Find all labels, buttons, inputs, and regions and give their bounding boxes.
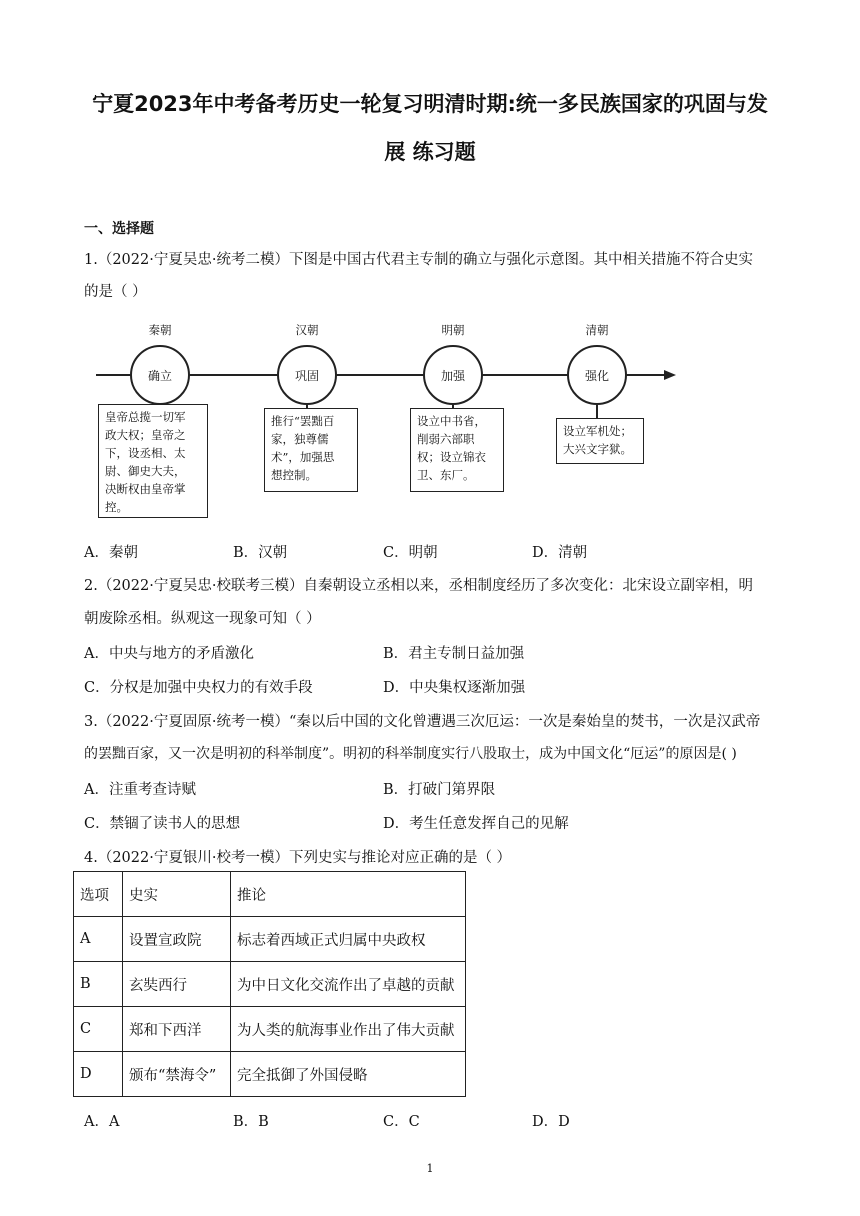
q2-option-d[interactable]: D．中央集权逐渐加强 xyxy=(383,680,526,696)
connector-qing xyxy=(596,405,598,419)
q3-option-a[interactable]: A．注重考查诗赋 xyxy=(84,782,196,798)
q1-option-b[interactable]: B．汉朝 xyxy=(233,545,288,561)
measure-text-line: 设立中书省， xyxy=(417,414,486,428)
q1-option-d[interactable]: D．清朝 xyxy=(532,545,588,561)
section-heading: 一、选择题 xyxy=(84,221,154,237)
table-cell: 颁布“禁海令” xyxy=(123,1052,231,1097)
table-row xyxy=(74,917,466,962)
q2-stem-line-1: 2.（2022·宁夏吴忠·校联考三模）自秦朝设立丞相以来，丞相制度经历了多次变化：北宋设立副宰相，明 xyxy=(84,578,753,594)
measure-text-line: 皇帝总揽一切军 xyxy=(105,410,186,424)
node-circle-ming xyxy=(423,345,483,405)
q4-table xyxy=(73,871,466,1097)
title-line-2: 展 练习题 xyxy=(384,140,476,164)
page-number: 1 xyxy=(426,1162,434,1175)
q2-stem-line-2: 朝废除丞相。纵观这一现象可知（ ） xyxy=(84,611,321,627)
table-cell: 郑和下西洋 xyxy=(123,1007,231,1052)
measure-text-line: 削弱六部职 xyxy=(417,432,475,446)
measure-box-han xyxy=(264,408,358,492)
q4-option-a[interactable]: A．A xyxy=(84,1114,120,1130)
measure-text-line: 设立军机处； xyxy=(563,424,632,438)
q2-option-a[interactable]: A．中央与地方的矛盾激化 xyxy=(84,646,254,662)
title-line-1: 宁夏2023年中考备考历史一轮复习明清时期:统一多民族国家的巩固与发 xyxy=(92,92,768,116)
q3-option-c[interactable]: C．禁锢了读书人的思想 xyxy=(84,816,241,832)
arrow-head-icon xyxy=(664,370,676,380)
measure-text-line: 尉、御史大夫， xyxy=(105,464,186,478)
q2-option-b[interactable]: B．君主专制日益加强 xyxy=(383,646,525,662)
table-row xyxy=(74,1052,466,1097)
dynasty-label-qin: 秦朝 xyxy=(148,323,172,337)
node-circle-han xyxy=(277,345,337,405)
table-cell: 设置宣政院 xyxy=(123,917,231,962)
table-cell: 为人类的航海事业作出了伟大贡献 xyxy=(231,1007,466,1052)
measure-text-line: 大兴文字狱。 xyxy=(563,442,632,456)
measure-text-line: 控。 xyxy=(105,500,128,514)
node-circle-qing xyxy=(567,345,627,405)
measure-text-line: 权；设立锦衣 xyxy=(417,450,486,464)
node-label-qin: 确立 xyxy=(147,368,172,383)
table-header-cell: 推论 xyxy=(231,872,466,917)
measure-box-qin xyxy=(98,404,208,518)
table-cell: B xyxy=(74,962,123,1007)
measure-text-line: 想控制。 xyxy=(271,468,317,482)
q1-option-c[interactable]: C．明朝 xyxy=(383,545,438,561)
measure-text-line: 卫、东厂。 xyxy=(417,468,475,482)
q4-option-b[interactable]: B．B xyxy=(233,1114,269,1130)
table-header-cell: 史实 xyxy=(123,872,231,917)
table-cell: 玄奘西行 xyxy=(123,962,231,1007)
node-label-han: 巩固 xyxy=(294,368,319,383)
table-cell: D xyxy=(74,1052,123,1097)
node-label-qing: 强化 xyxy=(584,368,609,383)
q1-stem-line-1: 1.（2022·宁夏吴忠·统考二模）下图是中国古代君主专制的确立与强化示意图。其中相关措施不符合史实 xyxy=(84,252,753,268)
table-row xyxy=(74,962,466,1007)
q4-option-c[interactable]: C．C xyxy=(383,1114,420,1130)
dynasty-label-han: 汉朝 xyxy=(295,323,319,337)
monarchy-timeline-diagram xyxy=(96,318,686,523)
measure-box-ming xyxy=(410,408,504,492)
table-header-row xyxy=(74,872,466,917)
node-label-ming: 加强 xyxy=(440,368,465,383)
document-title xyxy=(60,80,800,176)
measure-text-line: 决断权由皇帝掌 xyxy=(105,482,186,496)
q3-option-d[interactable]: D．考生任意发挥自己的见解 xyxy=(383,816,569,832)
measure-text-line: 推行“罢黜百 xyxy=(271,414,335,428)
q3-stem-line-2: 的罢黜百家，又一次是明初的科举制度”。明初的科举制度实行八股取士，成为中国文化“厄运”的原因是( ) xyxy=(84,746,737,762)
measure-box-qing xyxy=(556,418,644,464)
measure-text-line: 政大权；皇帝之 xyxy=(105,428,186,442)
node-circle-qin xyxy=(130,345,190,405)
measure-text-line: 术”，加强思 xyxy=(271,450,335,464)
q3-stem-line-1: 3.（2022·宁夏固原·统考一模）“秦以后中国的文化曾遭遇三次厄运：一次是秦始皇的焚书，一次是汉武帝 xyxy=(84,714,761,730)
table-cell: 标志着西域正式归属中央政权 xyxy=(231,917,466,962)
q1-stem-line-2: 的是（ ） xyxy=(84,284,147,300)
table-cell: 为中日文化交流作出了卓越的贡献 xyxy=(231,962,466,1007)
table-cell: A xyxy=(74,917,123,962)
table-header-cell: 选项 xyxy=(74,872,123,917)
q3-option-b[interactable]: B．打破门第界限 xyxy=(383,782,496,798)
measure-text-line: 下，设丞相、太 xyxy=(105,446,186,460)
q4-option-d[interactable]: D．D xyxy=(532,1114,570,1130)
table-cell: 完全抵御了外国侵略 xyxy=(231,1052,466,1097)
q1-option-a[interactable]: A．秦朝 xyxy=(84,545,138,561)
table-row xyxy=(74,1007,466,1052)
q2-option-c[interactable]: C．分权是加强中央权力的有效手段 xyxy=(84,680,313,696)
dynasty-label-qing: 清朝 xyxy=(585,323,609,337)
measure-text-line: 家，独尊儒 xyxy=(271,432,329,446)
table-cell: C xyxy=(74,1007,123,1052)
q4-stem-line-1: 4.（2022·宁夏银川·校考一模）下列史实与推论对应正确的是（ ） xyxy=(84,850,512,866)
dynasty-label-ming: 明朝 xyxy=(441,323,465,337)
